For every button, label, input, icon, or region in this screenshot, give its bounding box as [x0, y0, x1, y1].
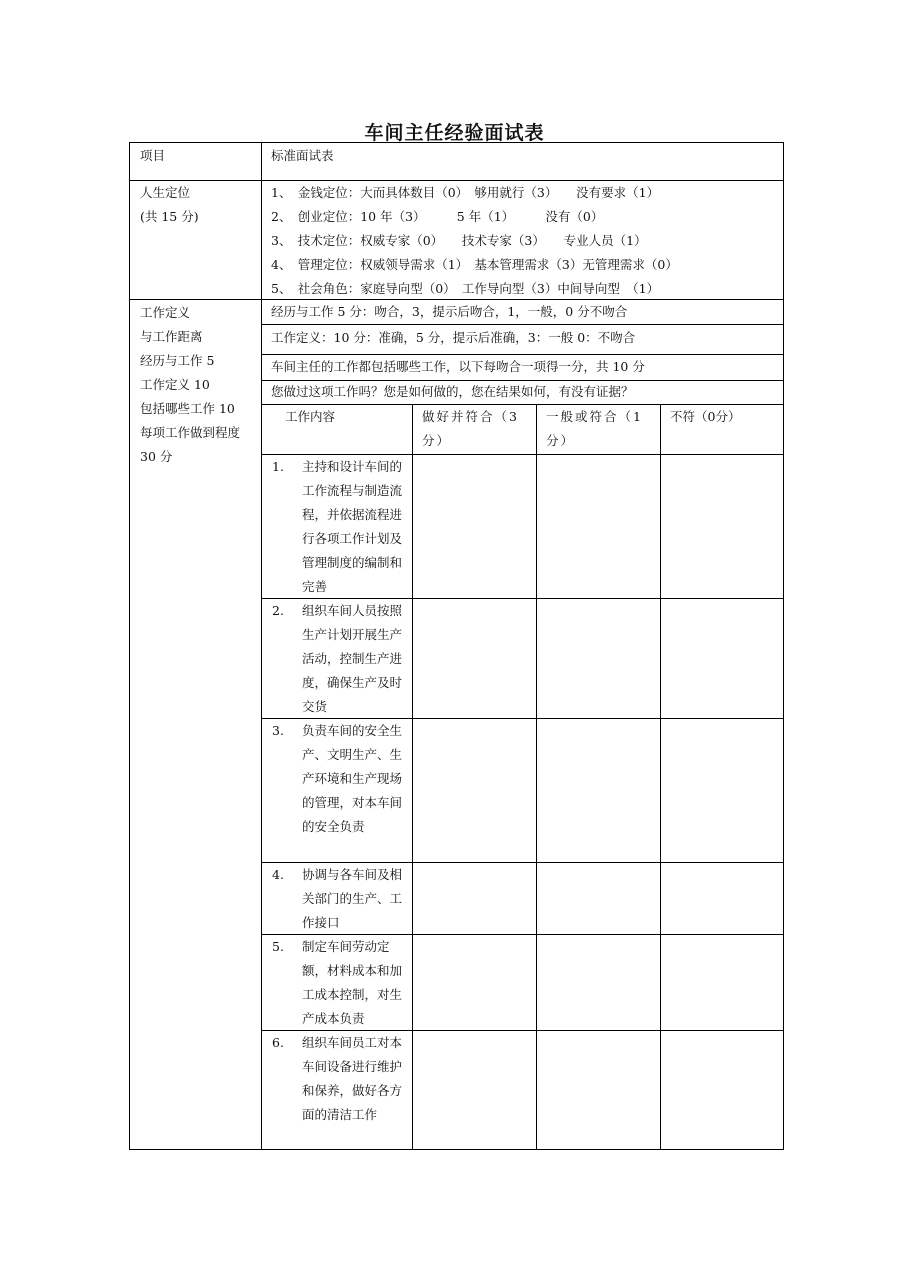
list-item: 5、 社会角色：家庭导向型（0） 工作导向型（3）中间导向型 （1）: [271, 281, 660, 296]
section2-label: [140, 301, 240, 469]
task-text: 组织车间员工对本车间设备进行维护和保养，做好各方面的清洁工作: [302, 1035, 403, 1122]
table-row: [262, 1031, 412, 1149]
task-number: 1.: [272, 459, 284, 474]
list-item: 4、 管理定位：权威领导需求（1） 基本管理需求（3）无管理需求（0）: [271, 257, 678, 272]
task-text: 组织车间人员按照生产计划开展生产活动，控制生产进度，确保生产及时交货: [302, 603, 403, 714]
section1-items: [271, 181, 678, 301]
row-definition: 工作定义：10 分：准确，5 分，提示后准确，3：一般 0：不吻合: [271, 330, 636, 345]
section1-label-line: (共 15 分): [140, 209, 199, 224]
task-text: 主持和设计车间的工作流程与制造流程，并依据流程进行各项工作计划及管理制度的编制和完善: [302, 459, 403, 594]
rule-col4: [660, 404, 661, 1149]
section1-label: [140, 181, 199, 229]
task-number: 5.: [272, 939, 284, 954]
col-header-average: 一般或符合（1 分）: [546, 409, 643, 448]
header-item: 项目: [140, 148, 166, 163]
section2-label-line: 每项工作做到程度: [140, 425, 241, 440]
page-title: 车间主任经验面试表: [364, 122, 545, 144]
section2-label-line: 包括哪些工作 10: [140, 401, 235, 416]
list-item: 2、 创业定位：10 年（3） 5 年（1） 没有（0）: [271, 209, 604, 224]
section2-label-line: 与工作距离: [140, 329, 203, 344]
rule-col2: [412, 404, 413, 1149]
section2-label-line: 30 分: [140, 449, 173, 464]
interview-table: [129, 142, 784, 1150]
task-number: 2.: [272, 603, 284, 618]
row-experience: 经历与工作 5 分：吻合，3，提示后吻合，1，一般，0 分不吻合: [271, 304, 628, 319]
table-row: [262, 719, 412, 862]
task-number: 3.: [272, 723, 284, 738]
section2-label-line: 工作定义 10: [140, 377, 210, 392]
rule-exp: [262, 324, 783, 325]
rule-col3: [536, 404, 537, 1149]
table-row: [262, 935, 412, 1030]
section2-label-line: 工作定义: [140, 305, 191, 320]
task-text: 制定车间劳动定额，材料成本和加工成本控制，对生产成本负责: [302, 939, 403, 1026]
list-item: 3、 技术定位：权威专家（0） 技术专家（3） 专业人员（1）: [271, 233, 647, 248]
row-what: 车间主任的工作都包括哪些工作，以下每吻合一项得一分，共 10 分: [271, 359, 645, 374]
task-text: 负责车间的安全生产、文明生产、生产环境和生产现场的管理，对本车间的安全负责: [302, 723, 403, 834]
section1-label-line: 人生定位: [140, 185, 191, 200]
table-row: [262, 455, 412, 598]
table-row: [262, 599, 412, 718]
task-number: 4.: [272, 867, 284, 882]
col-header-good: 做好并符合（3 分）: [422, 409, 519, 448]
col-header-content: 工作内容: [285, 409, 336, 424]
header-standard: 标准面试表: [271, 148, 334, 163]
table-row: [262, 863, 412, 934]
task-text: 协调与各车间及相关部门的生产、工作接口: [302, 867, 403, 930]
task-number: 6.: [272, 1035, 284, 1050]
list-item: 1、 金钱定位：大而具体数目（0） 够用就行（3） 没有要求（1）: [271, 185, 660, 200]
col-header-mismatch: 不符（0分）: [670, 409, 741, 424]
row-did: 您做过这项工作吗？您是如何做的，您在结果如何，有没有证据？: [271, 384, 634, 399]
section2-label-line: 经历与工作 5: [140, 353, 215, 368]
